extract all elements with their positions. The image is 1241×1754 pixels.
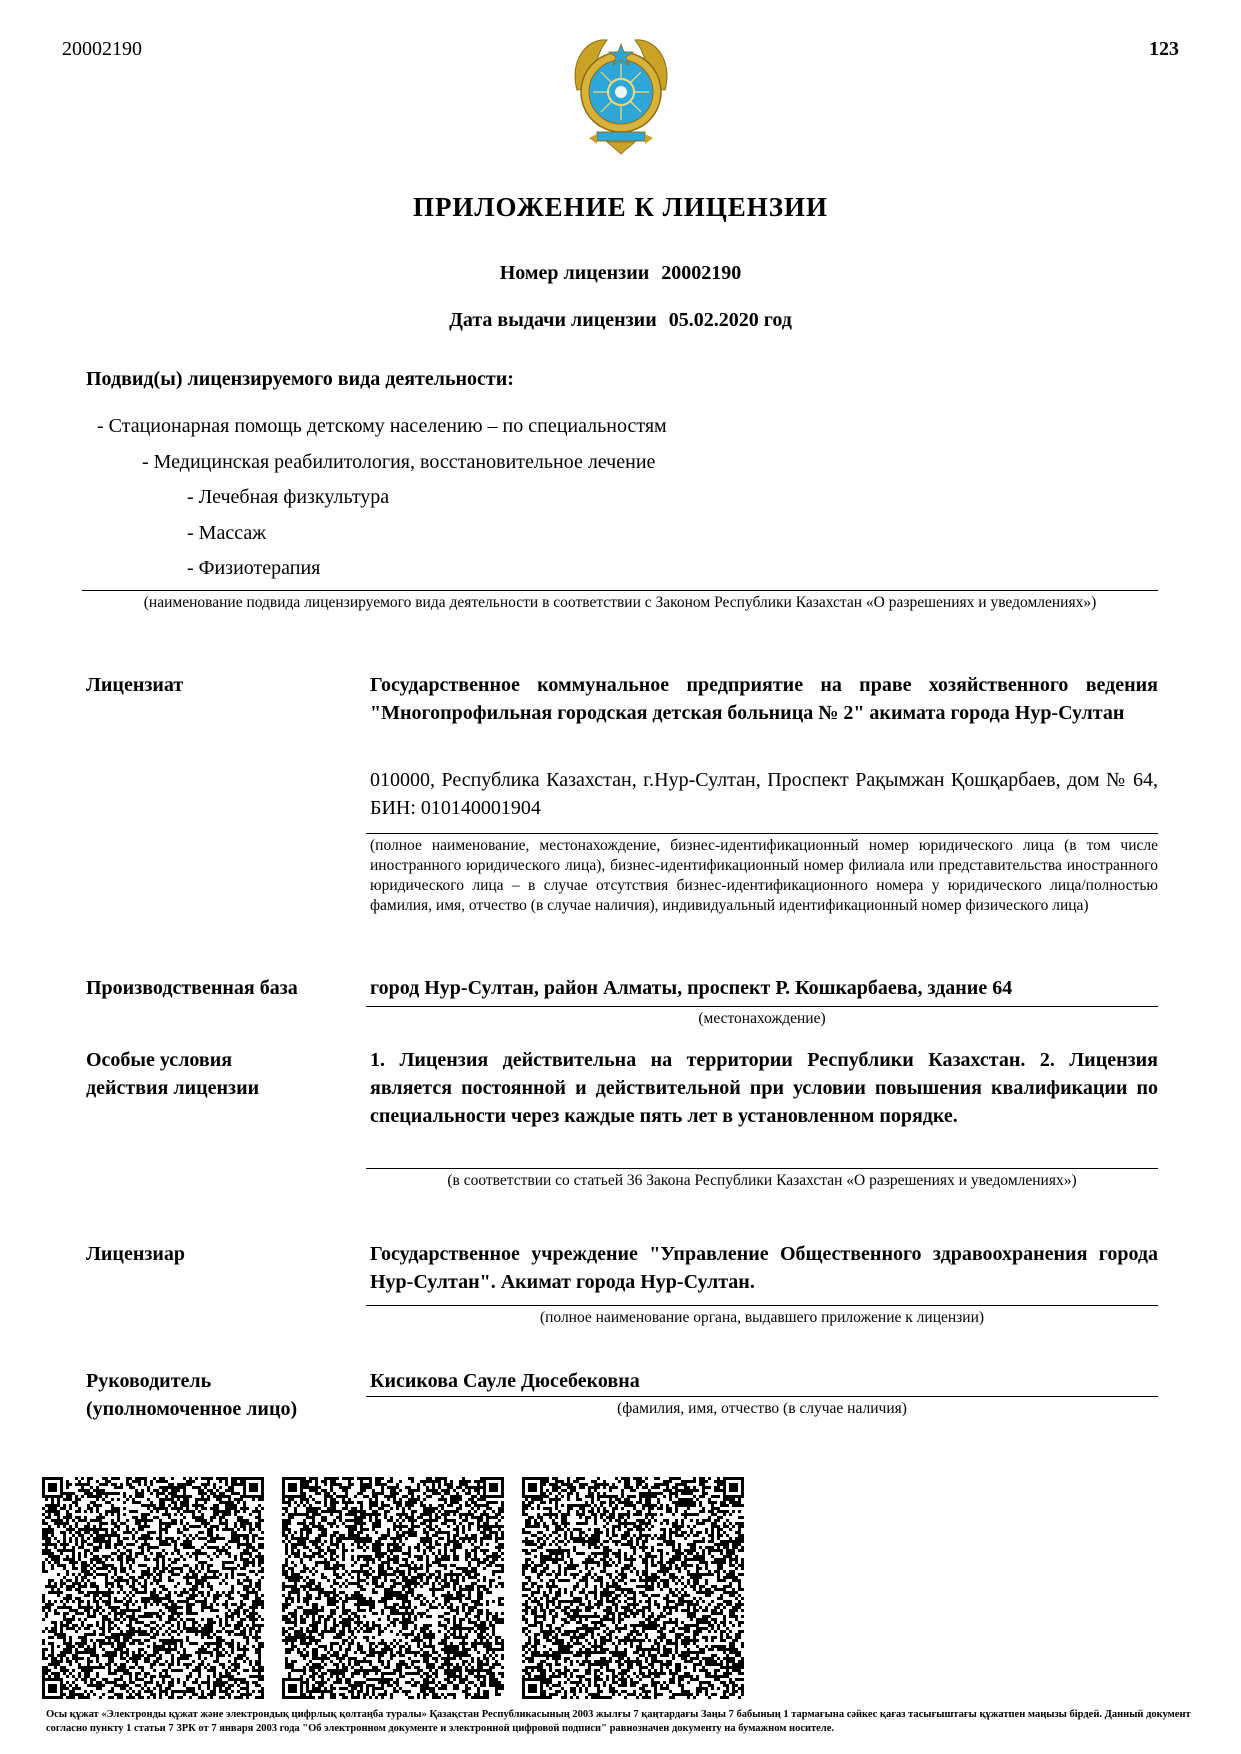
licensee-note: (полное наименование, местонахождение, бизнес-идентификационный номер юридического лица (в том числе иностранного юридического лица), бизнес-идентификационный номер филиала или представительства иностранного юридического лица – в случае отсутствия бизнес-идентификационного номера у юридического лица/полностью фамилия, имя, отчество (в случае наличия), индивидуальный идентификационный номер физического лица) (370, 837, 1158, 914)
document-number: 20002190 (62, 38, 142, 60)
footer-legal-notice: Осы құжат «Электронды құжат және электрондық цифрлық қолтаңба туралы» Қазақстан Республикасының 2003 жылғы 7 қаңтардағы Заңы 7 бабының 1 тармағына сәйкес қағаз тасығыштағы құжатпен маңызы бірдей. Данный документ согласно пункту 1 статьи 7 ЗРК от 7 января 2003 года "Об электронном документе и электронной цифровой подписи" равнозначен документу на бумажном носителе. (46, 1709, 1191, 1734)
head-note: (фамилия, имя, отчество (в случае наличия) (617, 1400, 907, 1417)
page-title: ПРИЛОЖЕНИЕ К ЛИЦЕНЗИИ (412, 192, 829, 222)
licensee-label: Лицензиат (86, 674, 184, 696)
license-date-line (0, 309, 1241, 332)
license-date-value: 05.02.2020 год (668, 309, 792, 331)
license-number-value: 20002190 (661, 262, 742, 284)
coat-of-arms-emblem (567, 30, 675, 158)
production-base-value: город Нур-Султан, район Алматы, проспект Р. Кошкарбаева, здание 64 (370, 977, 1013, 999)
licensee-address: 010000, Республика Казахстан, г.Нур-Султан, Проспект Рақымжан Қошқарбаев, дом № 64, БИН: 010140001904 (370, 769, 1158, 819)
special-conditions-label-line1: Особые условия (86, 1049, 233, 1071)
licensor-label: Лицензиар (86, 1243, 186, 1265)
subtypes-heading: Подвид(ы) лицензируемого вида деятельности: (86, 368, 514, 390)
subtype-item: - Массаж (187, 522, 267, 544)
license-date-label: Дата выдачи лицензии (449, 309, 657, 331)
divider (366, 833, 1158, 834)
head-label-line1: Руководитель (86, 1370, 212, 1392)
divider (82, 590, 1158, 591)
license-number-label: Номер лицензии (499, 262, 650, 284)
qr-code-3 (522, 1477, 744, 1699)
qr-code-2 (282, 1477, 504, 1699)
special-conditions-value: 1. Лицензия действительна на территории Республики Казахстан. 2. Лицензия является постоянной и действительной при условии повышения квалификации по специальности через каждые пять лет в установленном порядке. (370, 1049, 1158, 1127)
subtype-item: - Лечебная физкультура (187, 486, 390, 508)
subtype-item: - Медицинская реабилитология, восстановительное лечение (142, 451, 656, 473)
production-base-note: (местонахождение) (698, 1010, 826, 1027)
head-label (86, 1367, 297, 1423)
divider (366, 1305, 1158, 1306)
divider (366, 1006, 1158, 1007)
licensor-note: (полное наименование органа, выдавшего приложение к лицензии) (539, 1309, 985, 1326)
special-conditions-label-line2: действия лицензии (86, 1077, 260, 1099)
special-conditions-note: (в соответствии со статьей 36 Закона Республики Казахстан «О разрешениях и уведомлениях») (447, 1172, 1077, 1189)
head-value: Кисикова Сауле Дюсебековна (370, 1370, 640, 1392)
subtype-item: - Стационарная помощь детскому населению – по специальностям (97, 415, 667, 437)
divider (366, 1168, 1158, 1169)
special-conditions-label (86, 1046, 259, 1102)
page-number: 123 (1149, 38, 1179, 60)
head-label-line2: (уполномоченное лицо) (86, 1398, 298, 1420)
licensor-value: Государственное учреждение "Управление Общественного здравоохранения города Нур-Султан". Акимат города Нур-Султан. (370, 1243, 1158, 1293)
subtype-item: - Физиотерапия (187, 557, 321, 579)
divider (366, 1396, 1158, 1397)
licensee-name: Государственное коммунальное предприятие на праве хозяйственного ведения "Многопрофильная городская детская больница № 2" акимата города Нур-Султан (370, 674, 1158, 724)
license-number-line (0, 262, 1241, 285)
subtypes-note: (наименование подвида лицензируемого вида деятельности в соответствии с Законом Республики Казахстан «О разрешениях и уведомлениях») (143, 594, 1097, 611)
qr-code-1 (42, 1477, 264, 1699)
production-base-label: Производственная база (86, 977, 298, 999)
